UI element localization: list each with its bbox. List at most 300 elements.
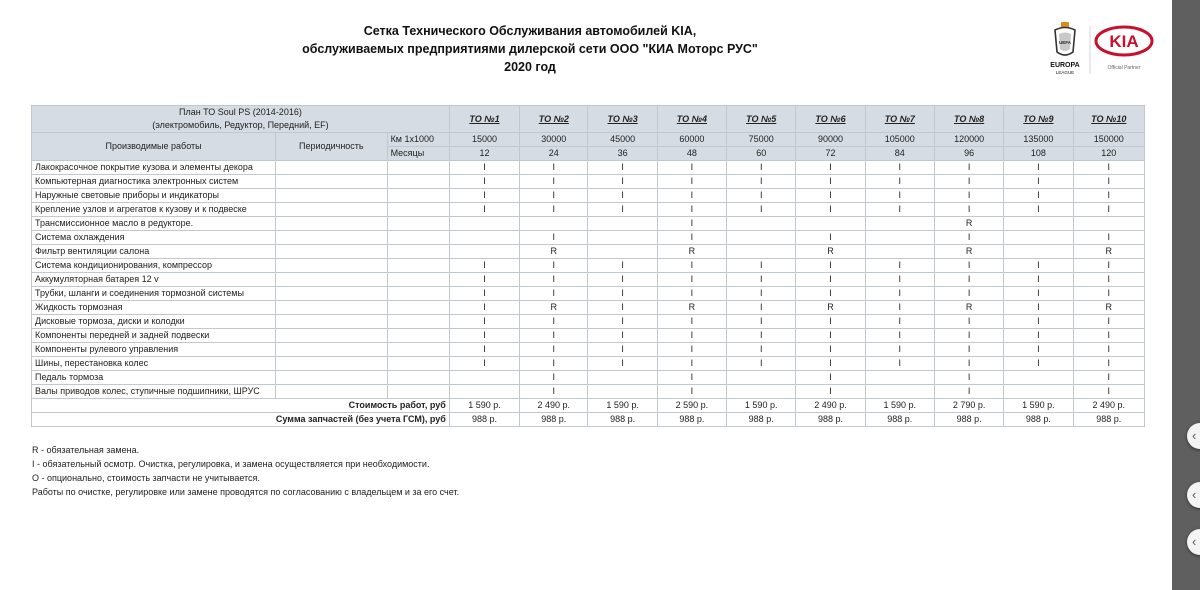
service-mark: I [657,175,726,189]
service-mark [727,385,796,399]
service-mark: I [865,287,934,301]
table-row [32,357,1145,371]
service-mark: I [796,385,865,399]
service-mark: I [934,343,1003,357]
work-cost-value: 2 490 р. [520,399,588,413]
service-mark [1004,371,1073,385]
service-mark: I [1004,203,1073,217]
service-mark: I [865,161,934,175]
service-mark: I [727,329,796,343]
months-value: 60 [727,147,796,161]
work-cost-value: 1 590 р. [588,399,657,413]
service-mark [865,245,934,259]
km-value: 105000 [865,133,934,147]
months-value: 84 [865,147,934,161]
service-mark: I [796,357,865,371]
work-cost-label: Стоимость работ, руб [32,399,450,413]
service-mark: I [796,287,865,301]
service-mark [1073,217,1144,231]
service-mark: I [657,343,726,357]
parts-cost-value: 988 р. [588,413,657,427]
service-mark [865,231,934,245]
service-mark: I [588,343,657,357]
table-row [32,203,1145,217]
service-mark: I [934,329,1003,343]
parts-cost-value: 988 р. [727,413,796,427]
km-value: 90000 [796,133,865,147]
service-mark: I [520,343,588,357]
period-cell [276,315,387,329]
service-mark: I [657,371,726,385]
service-mark: I [727,357,796,371]
to-header: ТО №3 [588,106,657,133]
plan-subtitle: (электромобиль, Редуктор, Передний, EF) [152,120,329,130]
months-value: 12 [449,147,519,161]
table-row [32,343,1145,357]
table-row [32,259,1145,273]
service-mark: R [796,301,865,315]
period-cell [276,161,387,175]
service-mark: I [934,189,1003,203]
service-mark: I [1073,329,1144,343]
parts-cost-value: 988 р. [865,413,934,427]
service-mark: I [657,315,726,329]
service-mark: I [588,161,657,175]
service-mark: R [520,245,588,259]
service-mark: I [520,231,588,245]
service-mark: I [796,371,865,385]
kia-logo [1096,27,1152,71]
europa-text: EUROPA [1050,62,1080,69]
service-mark [449,371,519,385]
service-mark: I [588,259,657,273]
period-cell [387,329,449,343]
service-mark: I [796,329,865,343]
work-name: Система кондиционирования, компрессор [32,259,276,273]
work-name: Компоненты передней и задней подвески [32,329,276,343]
service-mark [588,231,657,245]
service-mark: I [727,315,796,329]
side-nav-button-3[interactable]: ‹ [1187,529,1200,555]
period-cell [387,301,449,315]
period-cell [387,259,449,273]
service-mark: I [520,287,588,301]
km-value: 15000 [449,133,519,147]
period-cell [387,175,449,189]
to-header: ТО №9 [1004,106,1073,133]
works-header: Производимые работы [32,133,276,161]
title-line-3: 2020 год [504,60,556,74]
period-cell [387,371,449,385]
service-mark: R [520,301,588,315]
header-row-km [32,133,1145,147]
service-mark: I [588,329,657,343]
period-cell [276,203,387,217]
service-mark: I [588,203,657,217]
side-nav-button-1[interactable]: ‹ [1187,423,1200,449]
service-mark: I [796,161,865,175]
service-mark: I [865,203,934,217]
service-mark [865,385,934,399]
service-mark: I [796,231,865,245]
service-mark: I [727,287,796,301]
period-cell [387,287,449,301]
table-row [32,189,1145,203]
service-mark: R [934,301,1003,315]
service-mark: I [934,203,1003,217]
service-mark: I [657,287,726,301]
work-name: Жидкость тормозная [32,301,276,315]
service-mark: I [865,343,934,357]
header-row-plan [32,106,1145,133]
months-value: 120 [1073,147,1144,161]
period-cell [387,357,449,371]
to-header: ТО №4 [657,106,726,133]
months-value: 48 [657,147,726,161]
service-mark [865,371,934,385]
service-mark: I [796,273,865,287]
km-value: 30000 [520,133,588,147]
work-name: Наружные световые приборы и индикаторы [32,189,276,203]
service-mark: I [1073,315,1144,329]
work-name: Аккумуляторная батарея 12 v [32,273,276,287]
service-mark: I [1004,161,1073,175]
period-cell [276,357,387,371]
side-nav-button-2[interactable]: ‹ [1187,482,1200,508]
service-mark: I [588,315,657,329]
period-cell [387,273,449,287]
service-mark [727,371,796,385]
parts-cost-label: Сумма запчастей (без учета ГСМ), руб [32,413,450,427]
to-header: ТО №2 [520,106,588,133]
period-cell [276,329,387,343]
months-value: 24 [520,147,588,161]
service-mark [588,217,657,231]
km-value: 75000 [727,133,796,147]
service-mark: I [449,343,519,357]
service-mark: I [796,259,865,273]
legend-line: О - опционально, стоимость запчасти не учитывается. [32,473,260,483]
table-row [32,175,1145,189]
work-name: Шины, перестановка колес [32,357,276,371]
service-mark [449,385,519,399]
uefa-text: UEFA [1058,40,1072,45]
period-cell [276,343,387,357]
service-mark: I [796,343,865,357]
legend-line: I - обязательный осмотр. Очистка, регулировка, и замена осуществляется при необходимости. [32,459,430,469]
service-mark: I [449,357,519,371]
service-mark: I [934,287,1003,301]
service-mark [1004,245,1073,259]
service-mark: I [657,189,726,203]
europa-league-logo [1050,22,1079,75]
work-name: Компоненты рулевого управления [32,343,276,357]
service-mark: I [449,287,519,301]
official-partner-text: Official Partner [1107,65,1141,71]
service-mark [796,217,865,231]
service-mark: I [1073,175,1144,189]
km-value: 60000 [657,133,726,147]
service-mark: I [727,259,796,273]
service-mark: I [520,357,588,371]
service-mark: I [588,175,657,189]
title-line-2: обслуживаемых предприятиями дилерской сети ООО "КИА Моторс РУС" [302,42,758,56]
service-mark: I [865,273,934,287]
service-mark: I [727,343,796,357]
service-mark: I [520,385,588,399]
service-mark: I [1073,287,1144,301]
months-value: 108 [1004,147,1073,161]
period-cell [276,273,387,287]
service-mark [1004,217,1073,231]
service-mark: I [1004,343,1073,357]
period-cell [387,161,449,175]
service-mark: I [657,357,726,371]
period-cell [387,343,449,357]
work-name: Крепление узлов и агрегатов к кузову и к подвеске [32,203,276,217]
service-mark: I [520,161,588,175]
period-cell [276,245,387,259]
months-value: 72 [796,147,865,161]
parts-cost-value: 988 р. [934,413,1003,427]
months-value: 96 [934,147,1003,161]
service-mark: I [520,259,588,273]
service-mark: I [865,315,934,329]
service-mark: I [796,175,865,189]
service-mark: R [657,245,726,259]
page-title [260,22,800,76]
service-mark: I [520,273,588,287]
period-cell [387,385,449,399]
service-mark: I [449,329,519,343]
service-mark: I [588,287,657,301]
service-mark: I [657,161,726,175]
service-mark: I [1004,273,1073,287]
work-cost-value: 1 590 р. [449,399,519,413]
service-mark: I [520,371,588,385]
legend-line: R - обязательная замена. [32,445,140,455]
service-mark: I [1004,287,1073,301]
work-name: Трубки, шланги и соединения тормозной системы [32,287,276,301]
period-cell [276,301,387,315]
kia-text: KIA [1109,32,1139,51]
service-mark [588,245,657,259]
parts-cost-value: 988 р. [657,413,726,427]
service-mark: I [1004,357,1073,371]
parts-cost-value: 988 р. [1073,413,1144,427]
service-mark: I [657,231,726,245]
service-mark: I [934,357,1003,371]
parts-cost-value: 988 р. [520,413,588,427]
work-name: Дисковые тормоза, диски и колодки [32,315,276,329]
table-row [32,217,1145,231]
period-cell [276,175,387,189]
service-mark [1004,231,1073,245]
service-mark: R [657,301,726,315]
work-name: Лакокрасочное покрытие кузова и элементы декора [32,161,276,175]
service-mark: R [1073,301,1144,315]
work-name: Система охлаждения [32,231,276,245]
service-mark: I [449,161,519,175]
service-mark: I [657,385,726,399]
service-mark [588,385,657,399]
work-cost-value: 2 790 р. [934,399,1003,413]
service-mark: I [449,259,519,273]
work-name: Валы приводов колес, ступичные подшипники, ШРУС [32,385,276,399]
service-mark: I [865,175,934,189]
service-mark: I [449,301,519,315]
legend-line: Работы по очистке, регулировке или замене проводятся по согласованию с владельцем и за его счет. [32,487,460,497]
service-mark: I [1073,343,1144,357]
work-cost-row [32,399,1145,413]
service-mark: I [449,189,519,203]
service-mark: I [657,329,726,343]
service-mark: I [796,315,865,329]
service-mark: I [520,203,588,217]
service-mark: I [727,203,796,217]
parts-cost-value: 988 р. [449,413,519,427]
service-mark [727,231,796,245]
service-mark: R [934,245,1003,259]
work-cost-value: 2 490 р. [1073,399,1144,413]
service-mark: I [588,273,657,287]
table-row [32,287,1145,301]
service-mark: I [1004,259,1073,273]
service-mark: I [588,357,657,371]
service-mark: R [796,245,865,259]
service-mark [727,245,796,259]
parts-cost-value: 988 р. [1004,413,1073,427]
period-cell [387,203,449,217]
service-mark [449,245,519,259]
legend [32,443,459,499]
to-header: ТО №1 [449,106,519,133]
service-mark: I [865,357,934,371]
service-mark: I [727,161,796,175]
work-cost-value: 1 590 р. [1004,399,1073,413]
service-mark: I [1004,315,1073,329]
service-mark: I [1073,357,1144,371]
service-mark [727,217,796,231]
service-mark [865,217,934,231]
to-header: ТО №7 [865,106,934,133]
table-row [32,315,1145,329]
service-mark: I [934,231,1003,245]
table-row [32,231,1145,245]
service-mark: I [1073,161,1144,175]
to-header: ТО №10 [1073,106,1144,133]
logos [1046,20,1156,80]
service-mark: I [727,175,796,189]
service-mark: I [1073,371,1144,385]
work-cost-value: 1 590 р. [727,399,796,413]
work-cost-value: 1 590 р. [865,399,934,413]
service-mark: I [934,175,1003,189]
period-cell [276,385,387,399]
service-mark: I [1073,203,1144,217]
service-mark: I [520,329,588,343]
service-mark: I [1073,259,1144,273]
to-header: ТО №6 [796,106,865,133]
title-line-1: Сетка Технического Обслуживания автомобилей KIA, [363,24,697,38]
service-mark: I [1004,301,1073,315]
plan-title: План ТО Soul PS (2014-2016) [178,107,302,117]
service-mark: I [865,189,934,203]
service-mark: I [657,217,726,231]
period-cell [387,217,449,231]
service-mark: R [1073,245,1144,259]
table-row [32,385,1145,399]
service-mark: I [727,301,796,315]
work-cost-value: 2 490 р. [796,399,865,413]
service-mark: I [865,259,934,273]
service-mark: I [934,385,1003,399]
work-name: Компьютерная диагностика электронных систем [32,175,276,189]
period-cell [276,259,387,273]
km-value: 45000 [588,133,657,147]
service-mark: I [588,189,657,203]
service-mark: I [1004,329,1073,343]
service-mark: I [520,189,588,203]
service-mark: I [934,259,1003,273]
maintenance-table [31,105,1145,427]
period-cell [387,245,449,259]
service-mark: I [796,189,865,203]
service-mark: I [449,315,519,329]
service-mark: I [727,273,796,287]
table-row [32,301,1145,315]
service-mark [449,231,519,245]
work-name: Фильтр вентиляции салона [32,245,276,259]
service-mark: I [934,371,1003,385]
service-mark: I [449,175,519,189]
service-mark [1004,385,1073,399]
service-mark: I [934,315,1003,329]
km-value: 150000 [1073,133,1144,147]
service-mark: I [657,203,726,217]
service-mark [520,217,588,231]
service-mark: I [1004,189,1073,203]
table-row [32,245,1145,259]
table-row [32,273,1145,287]
period-cell [387,231,449,245]
plan-cell [32,106,450,133]
parts-cost-row [32,413,1145,427]
service-mark: I [1073,385,1144,399]
service-mark [449,217,519,231]
table-row [32,161,1145,175]
service-mark: I [657,259,726,273]
service-mark: I [520,175,588,189]
to-header: ТО №5 [727,106,796,133]
work-cost-value: 2 590 р. [657,399,726,413]
service-mark: I [520,315,588,329]
work-rows [32,161,1145,399]
km-value: 120000 [934,133,1003,147]
service-mark: I [1073,189,1144,203]
service-mark: I [796,203,865,217]
service-mark: I [449,203,519,217]
service-mark: R [934,217,1003,231]
service-mark: I [449,273,519,287]
table-row [32,329,1145,343]
parts-cost-value: 988 р. [796,413,865,427]
period-cell [276,231,387,245]
service-mark: I [865,301,934,315]
period-cell [276,287,387,301]
period-cell [387,315,449,329]
months-label: Месяцы [387,147,449,161]
